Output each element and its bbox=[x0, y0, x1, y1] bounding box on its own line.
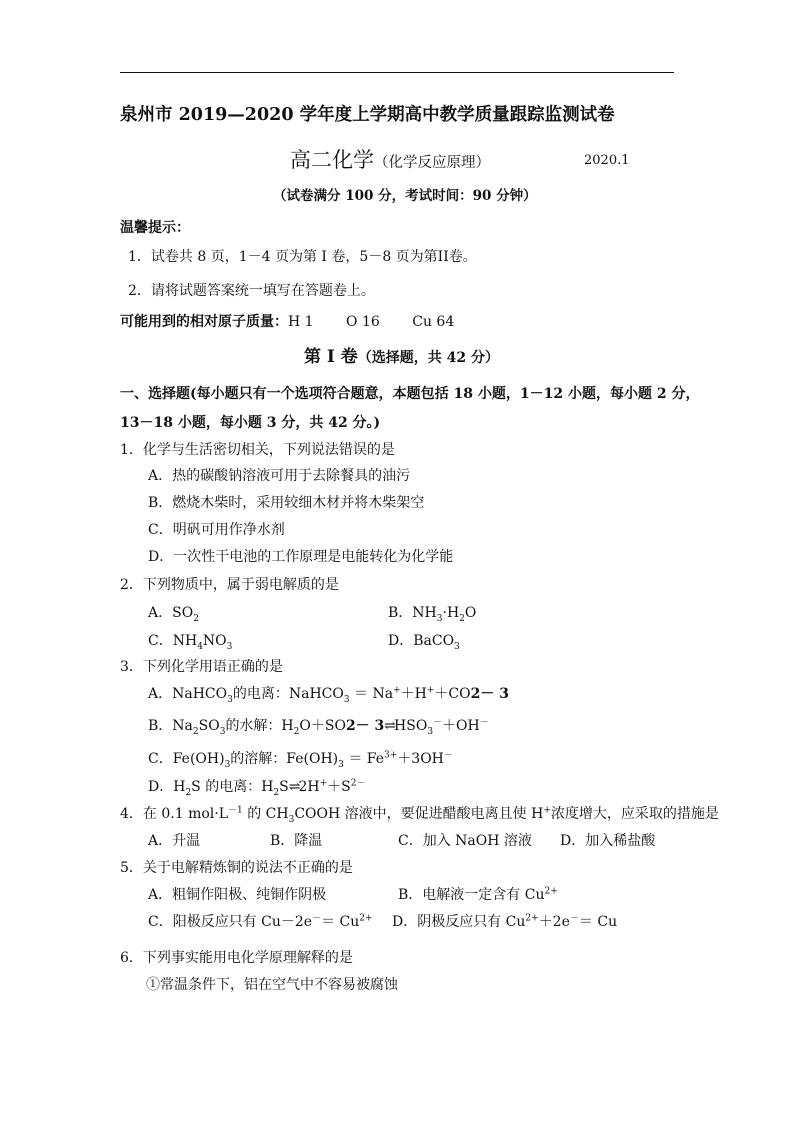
atomic-h: H 1 bbox=[288, 314, 314, 330]
question-1-option-d: D．一次性干电池的工作原理是电能转化为化学能 bbox=[148, 549, 454, 565]
question-5-option-d: D．阴极反应只有 $Cu^{2+}+2e^-= Cu$ bbox=[392, 913, 618, 930]
tip-item: 1．试卷共 8 页，1－4 页为第 I 卷，5－8 页为第II卷。 bbox=[128, 249, 477, 265]
atomic-o: O 16 bbox=[346, 314, 380, 330]
question-5-option-b: B．电解液一定含有 $Cu^{2+}$ bbox=[398, 886, 558, 903]
section-instructions: 一、选择题(每小题只有一个选项符合题意，本题包括 18 小题，1－12 小题，每小题 2 分， bbox=[120, 386, 700, 402]
question-5-option-a: A．粗铜作阳极、纯铜作阴极 bbox=[148, 887, 327, 903]
tips-heading: 温馨提示： bbox=[120, 220, 190, 236]
question-2-option-c: C．$NH_4NO_3$ bbox=[148, 633, 233, 652]
question-4-option-c: C．加入 NaOH 溶液 bbox=[398, 833, 532, 849]
question-2-stem: 2．下列物质中，属于弱电解质的是 bbox=[120, 577, 339, 593]
subject-note: （化学反应原理） bbox=[374, 155, 490, 171]
question-5-option-c: C．阳极反应只有 $Cu-2e^-= Cu^{2+}$ bbox=[148, 913, 373, 930]
reversible-arrow: ⇌ bbox=[288, 779, 299, 795]
top-rule bbox=[120, 72, 674, 73]
question-2-option-d: D．BaCO$_3$ bbox=[388, 633, 460, 652]
reversible-arrow: ⇌ bbox=[384, 718, 395, 734]
question-4-option-a: A．升温 bbox=[148, 833, 201, 849]
question-3-stem: 3．下列化学用语正确的是 bbox=[120, 659, 283, 675]
question-6-stem: 6．下列事实能用电化学原理解释的是 bbox=[120, 950, 353, 966]
question-1-option-c: C．明矾可用作净水剂 bbox=[148, 522, 285, 538]
tip-item: 2．请将试题答案统一填写在答题卷上。 bbox=[128, 283, 375, 299]
atomic-mass-label: 可能用到的相对原子质量： bbox=[120, 314, 288, 330]
question-1-option-b: B．燃烧木柴时，采用较细木材并将木柴架空 bbox=[148, 495, 425, 511]
question-3-option-d: D．$H_2S$ 的电离：$H_2S\rightleftharpoons 2H^++S^{2-}$ bbox=[148, 778, 366, 798]
question-2-option-b: B．$NH_3\cdot H_2O$ bbox=[388, 605, 477, 624]
atomic-cu: Cu 64 bbox=[412, 314, 455, 330]
question-4-option-d: D．加入稀盐酸 bbox=[560, 833, 656, 849]
question-3-option-a: A．NaHCO$_3$的电离：NaHCO$_3$ ＝ Na+＋H+＋CO2－ 3 bbox=[148, 685, 509, 705]
exam-info: （试卷满分 100 分，考试时间：90 分钟） bbox=[273, 188, 537, 204]
section-note: （选择题，共 42 分） bbox=[357, 350, 500, 366]
question-4-stem: 4．在 0.1 $mol\cdot L^{-1}$ 的 $CH_3COOH$ 溶液中，要促进醋酸电离且使 H+浓度增大，应采取的措施是 bbox=[120, 805, 719, 825]
section-name: 第 I 卷 bbox=[304, 347, 358, 367]
question-2-option-a: A．$SO_2$ bbox=[148, 605, 199, 624]
section-title bbox=[304, 346, 499, 369]
question-6-item-1: ①常温条件下，铝在空气中不容易被腐蚀 bbox=[146, 977, 398, 993]
exam-title: 泉州市 2019—2020 学年度上学期高中教学质量跟踪监测试卷 bbox=[120, 105, 615, 125]
atomic-mass-line bbox=[120, 313, 454, 331]
exam-date: 2020.1 bbox=[584, 153, 630, 168]
subject-title bbox=[290, 148, 490, 175]
question-5-stem: 5．关于电解精炼铜的说法不正确的是 bbox=[120, 860, 353, 876]
subject-name: 高二化学 bbox=[290, 148, 374, 172]
section-instructions: 13－18 小题，每小题 3 分，共 42 分。) bbox=[120, 415, 381, 431]
question-1-stem: 1．化学与生活密切相关，下列说法错误的是 bbox=[120, 442, 395, 458]
question-3-option-c: C．$Fe(OH)_3$的溶解：$Fe(OH)_3 = Fe^{3+}+3OH^-$ bbox=[148, 750, 453, 770]
question-1-option-a: A．热的碳酸钠溶液可用于去除餐具的油污 bbox=[148, 468, 411, 484]
question-3-option-b: B．$Na_2SO_3$的水解：$H_2O+SO2-$ $3\rightleftharpoons HSO_3^-+OH^-$ bbox=[148, 717, 489, 737]
question-4-option-b: B．降温 bbox=[270, 833, 323, 849]
